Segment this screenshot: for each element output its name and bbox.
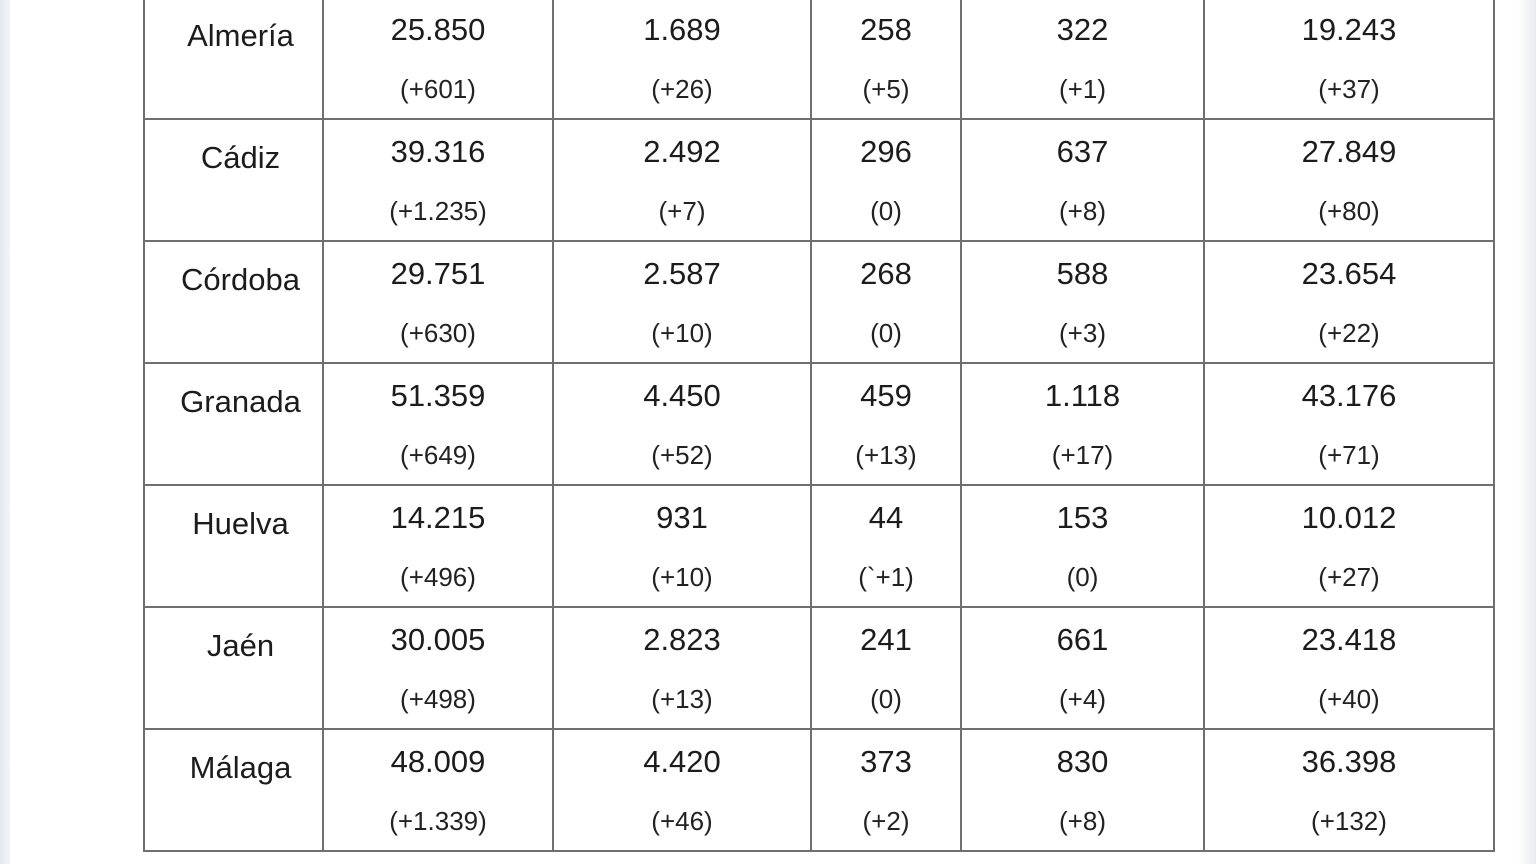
province-name: Huelva	[192, 506, 289, 541]
daily-change: (0)	[870, 196, 902, 226]
value-cell	[1204, 241, 1494, 363]
daily-change: (+1.235)	[389, 196, 487, 226]
daily-change: (+13)	[855, 440, 917, 470]
value-cell	[553, 241, 811, 363]
daily-change: (0)	[870, 318, 902, 348]
value-cell	[553, 485, 811, 607]
cumulative-value: 258	[860, 12, 912, 47]
daily-change: (+13)	[651, 684, 713, 714]
cumulative-value: 14.215	[390, 500, 486, 535]
cumulative-value: 637	[1056, 134, 1109, 169]
daily-change: (0)	[1066, 562, 1099, 592]
province-cell	[144, 363, 323, 485]
value-cell	[553, 0, 811, 119]
value-cell	[323, 729, 553, 851]
daily-change: (+601)	[400, 74, 476, 104]
daily-change: (+132)	[1311, 806, 1387, 836]
cumulative-value: 2.823	[643, 622, 721, 657]
cumulative-value: 1.118	[1044, 378, 1121, 413]
value-cell	[323, 607, 553, 729]
value-cell	[961, 363, 1204, 485]
cumulative-value: 373	[860, 744, 912, 779]
value-cell	[961, 485, 1204, 607]
value-cell	[961, 119, 1204, 241]
value-cell	[1204, 485, 1494, 607]
value-cell	[961, 607, 1204, 729]
province-cell	[144, 0, 323, 119]
value-cell	[811, 0, 961, 119]
cumulative-value: 931	[656, 500, 708, 535]
daily-change: (+10)	[651, 318, 713, 348]
cumulative-value: 25.850	[390, 12, 486, 47]
value-cell	[553, 729, 811, 851]
value-cell	[553, 363, 811, 485]
table-row	[144, 119, 1494, 241]
cumulative-value: 23.418	[1301, 622, 1397, 657]
province-cell	[144, 729, 323, 851]
value-cell	[1204, 729, 1494, 851]
daily-change: (+22)	[1318, 318, 1380, 348]
cumulative-value: 241	[860, 622, 912, 657]
value-cell	[811, 607, 961, 729]
value-cell	[323, 241, 553, 363]
daily-change: (+4)	[1059, 684, 1106, 714]
daily-change: (+630)	[400, 318, 476, 348]
table-row	[144, 0, 1494, 119]
cumulative-value: 4.420	[643, 744, 721, 779]
province-stats-table	[143, 0, 1495, 852]
daily-change: (+2)	[862, 806, 910, 836]
province-cell	[144, 241, 323, 363]
cumulative-value: 2.492	[643, 134, 721, 169]
value-cell	[961, 0, 1204, 119]
value-cell	[553, 119, 811, 241]
value-cell	[323, 119, 553, 241]
daily-change: (+8)	[1059, 196, 1106, 226]
cumulative-value: 1.689	[643, 12, 721, 47]
province-cell	[144, 607, 323, 729]
value-cell	[811, 485, 961, 607]
cumulative-value: 36.398	[1301, 744, 1397, 779]
table-body	[144, 0, 1494, 851]
daily-change: (+17)	[1051, 440, 1114, 470]
daily-change: (+1.339)	[389, 806, 487, 836]
right-page-margin	[1518, 0, 1536, 864]
daily-change: (+27)	[1318, 562, 1380, 592]
table-row	[144, 729, 1494, 851]
table-row	[144, 485, 1494, 607]
daily-change: (+26)	[651, 74, 713, 104]
daily-change: (+649)	[400, 440, 476, 470]
value-cell	[961, 241, 1204, 363]
table-row	[144, 607, 1494, 729]
province-name: Granada	[180, 384, 301, 419]
cumulative-value: 19.243	[1301, 12, 1397, 47]
cumulative-value: 39.316	[390, 134, 486, 169]
left-page-margin	[0, 0, 10, 864]
daily-change: (+46)	[651, 806, 713, 836]
cumulative-value: 10.012	[1301, 500, 1397, 535]
value-cell	[811, 119, 961, 241]
daily-change: (+80)	[1318, 196, 1380, 226]
daily-change: (+7)	[658, 196, 706, 226]
daily-change: (+498)	[400, 684, 476, 714]
province-cell	[144, 485, 323, 607]
daily-change: (+71)	[1318, 440, 1380, 470]
cumulative-value: 43.176	[1301, 378, 1397, 413]
value-cell	[323, 0, 553, 119]
value-cell	[1204, 119, 1494, 241]
province-name: Almería	[187, 18, 294, 53]
table-row	[144, 241, 1494, 363]
daily-change: (0)	[870, 684, 902, 714]
value-cell	[553, 607, 811, 729]
value-cell	[1204, 607, 1494, 729]
daily-change: (`+1)	[858, 562, 914, 592]
value-cell	[811, 241, 961, 363]
cumulative-value: 2.587	[643, 256, 721, 291]
cumulative-value: 29.751	[390, 256, 486, 291]
value-cell	[811, 363, 961, 485]
cumulative-value: 48.009	[390, 744, 486, 779]
value-cell	[323, 485, 553, 607]
daily-change: (+3)	[1059, 318, 1106, 348]
daily-change: (+10)	[651, 562, 713, 592]
table-row	[144, 363, 1494, 485]
daily-change: (+52)	[651, 440, 713, 470]
daily-change: (+5)	[862, 74, 910, 104]
province-name: Cádiz	[200, 140, 281, 175]
daily-change: (+40)	[1318, 684, 1380, 714]
daily-change: (+1)	[1059, 74, 1106, 104]
cumulative-value: 296	[860, 134, 912, 169]
cumulative-value: 153	[1056, 500, 1109, 535]
value-cell	[1204, 0, 1494, 119]
value-cell	[323, 363, 553, 485]
province-name: Córdoba	[181, 262, 300, 297]
value-cell	[1204, 363, 1494, 485]
cumulative-value: 268	[860, 256, 912, 291]
cumulative-value: 44	[868, 500, 904, 535]
province-name: Jaén	[206, 628, 275, 663]
province-name: Málaga	[189, 750, 292, 785]
cumulative-value: 588	[1056, 256, 1109, 291]
cumulative-value: 830	[1056, 744, 1109, 779]
cumulative-value: 51.359	[390, 378, 486, 413]
cumulative-value: 459	[860, 378, 912, 413]
value-cell	[811, 729, 961, 851]
cumulative-value: 322	[1056, 12, 1109, 47]
province-cell	[144, 119, 323, 241]
cumulative-value: 4.450	[643, 378, 721, 413]
daily-change: (+496)	[400, 562, 476, 592]
daily-change: (+37)	[1318, 74, 1380, 104]
cumulative-value: 30.005	[390, 622, 486, 657]
value-cell	[961, 729, 1204, 851]
cumulative-value: 661	[1056, 622, 1109, 657]
cumulative-value: 27.849	[1301, 134, 1397, 169]
daily-change: (+8)	[1059, 806, 1106, 836]
cumulative-value: 23.654	[1301, 256, 1397, 291]
